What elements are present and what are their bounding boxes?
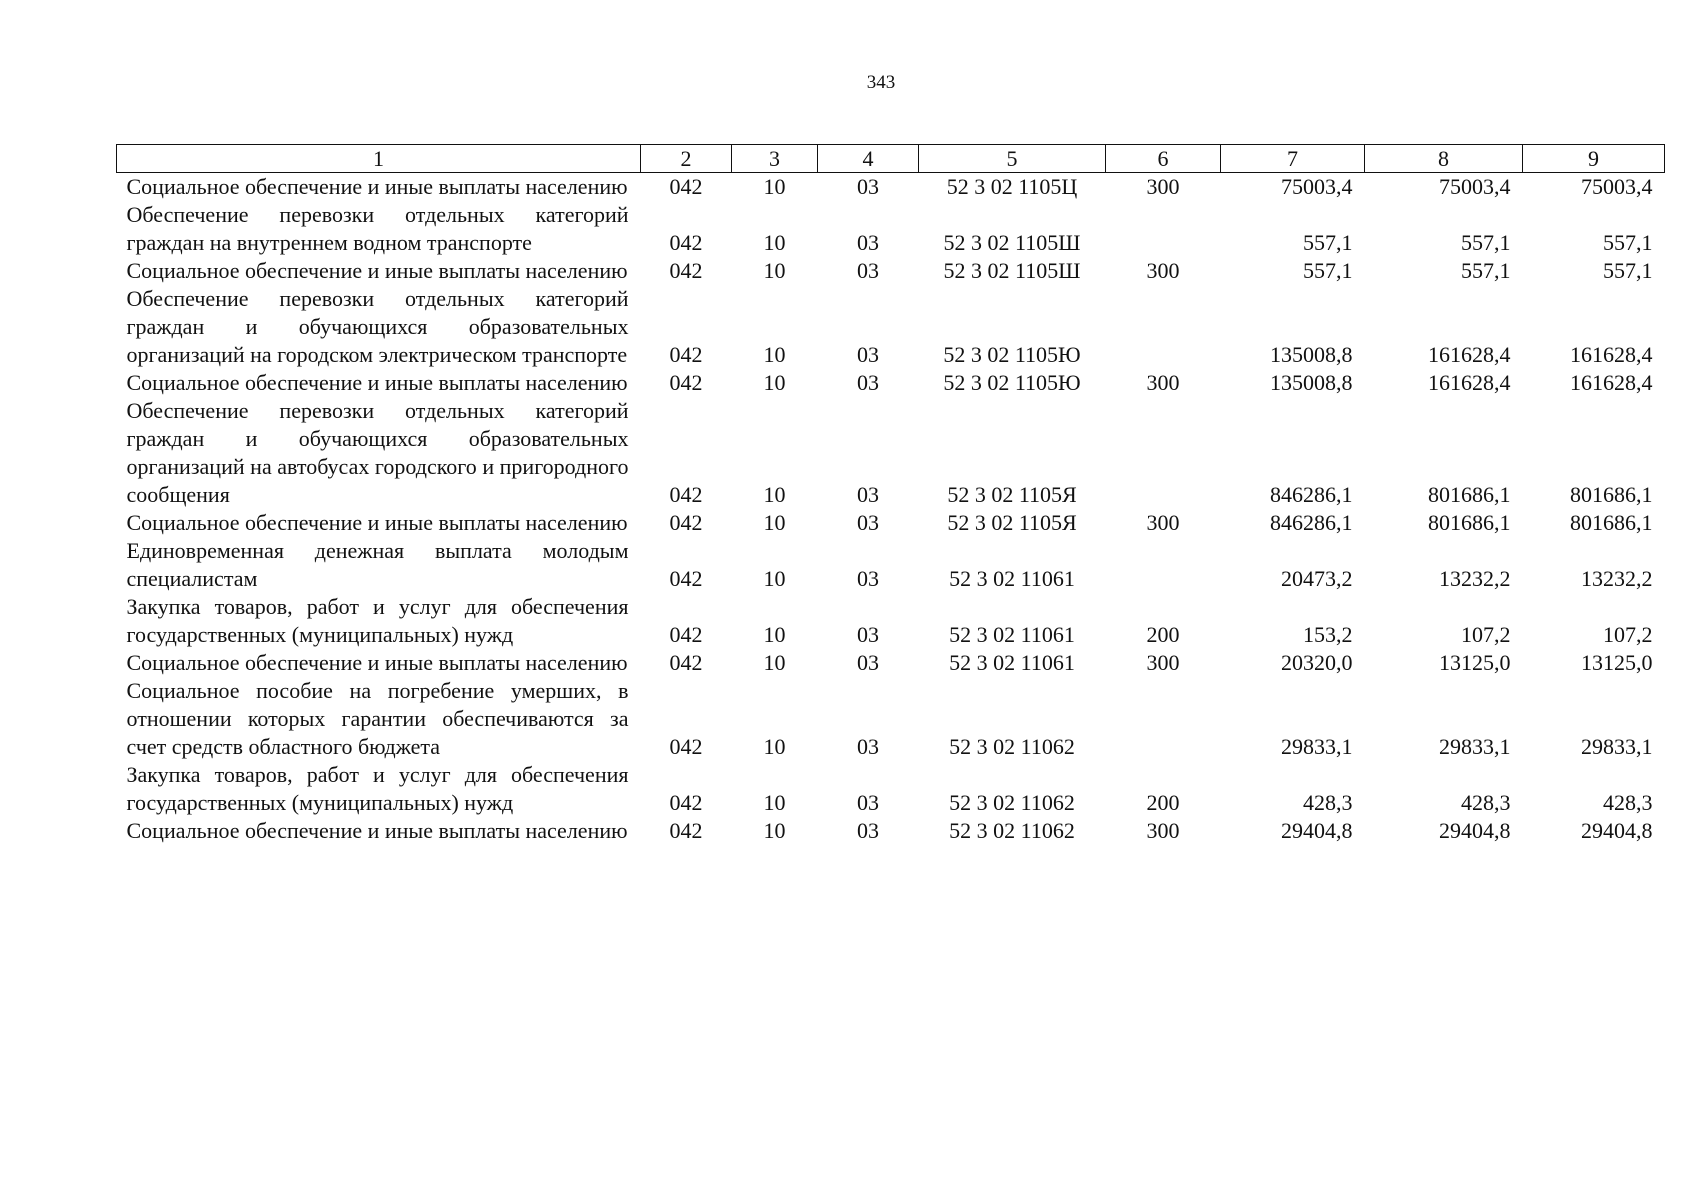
row-amount-7: 135008,8 (1270, 342, 1353, 367)
table-row (117, 677, 1665, 761)
row-code-2: 042 (669, 230, 703, 255)
row-code-4: 03 (857, 622, 879, 647)
row-code-4: 03 (857, 818, 879, 843)
row-amount-8: 801686,1 (1428, 510, 1511, 535)
header-col-7: 7 (1221, 145, 1365, 173)
row-expense-type: 300 (1146, 650, 1180, 675)
row-amount-9: 29833,1 (1581, 734, 1653, 759)
row-code-3: 10 (763, 622, 786, 647)
row-code-4: 03 (857, 510, 879, 535)
row-target-code: 52 3 02 1105Ш (943, 258, 1081, 283)
row-expense-type (1106, 677, 1221, 761)
header-col-1: 1 (117, 145, 641, 173)
row-code-3: 10 (763, 482, 786, 507)
table-row (117, 257, 1665, 285)
row-description: Закупка товаров, работ и услуг для обеспечения государственных (муниципальных) нужд (126, 594, 629, 647)
header-col-8: 8 (1365, 145, 1523, 173)
row-target-code: 52 3 02 1105Ю (943, 370, 1081, 395)
row-code-3: 10 (763, 370, 786, 395)
row-description: Социальное обеспечение и иные выплаты населению (126, 510, 628, 535)
row-expense-type: 300 (1146, 174, 1180, 199)
row-code-2: 042 (669, 650, 703, 675)
row-code-2: 042 (669, 370, 703, 395)
row-expense-type: 300 (1146, 370, 1180, 395)
table-body (117, 173, 1665, 846)
row-amount-8: 29833,1 (1439, 734, 1511, 759)
header-col-9: 9 (1523, 145, 1665, 173)
row-code-2: 042 (669, 566, 703, 591)
row-expense-type (1106, 397, 1221, 509)
row-amount-9: 75003,4 (1581, 174, 1653, 199)
row-amount-8: 75003,4 (1439, 174, 1511, 199)
row-target-code: 52 3 02 1105Ю (943, 342, 1081, 367)
row-code-3: 10 (763, 230, 786, 255)
row-amount-8: 107,2 (1461, 622, 1511, 647)
row-target-code: 52 3 02 11062 (949, 818, 1075, 843)
table-row (117, 285, 1665, 369)
row-amount-7: 29833,1 (1281, 734, 1353, 759)
row-description: Социальное пособие на погребение умерших, в отношении которых гарантии обеспечиваются за счет средств областного бюджета (126, 678, 629, 759)
table-row (117, 817, 1665, 845)
row-amount-8: 13232,2 (1439, 566, 1511, 591)
row-code-4: 03 (857, 230, 879, 255)
header-col-5: 5 (919, 145, 1106, 173)
row-amount-8: 161628,4 (1428, 342, 1511, 367)
row-code-3: 10 (763, 174, 786, 199)
row-code-4: 03 (857, 258, 879, 283)
row-expense-type: 200 (1146, 790, 1180, 815)
row-code-2: 042 (669, 818, 703, 843)
row-code-2: 042 (669, 734, 703, 759)
row-expense-type (1106, 537, 1221, 593)
header-row (117, 145, 1665, 173)
row-amount-8: 557,1 (1461, 230, 1511, 255)
row-description: Обеспечение перевозки отдельных категорий граждан и обучающихся образовательных организаций на городском электрическом транспорте (126, 286, 629, 367)
row-code-2: 042 (669, 342, 703, 367)
row-amount-7: 153,2 (1303, 622, 1353, 647)
row-amount-7: 846286,1 (1270, 510, 1353, 535)
row-expense-type: 300 (1146, 818, 1180, 843)
table-row (117, 173, 1665, 202)
row-amount-7: 29404,8 (1281, 818, 1353, 843)
header-col-3: 3 (732, 145, 818, 173)
row-code-4: 03 (857, 342, 879, 367)
row-code-4: 03 (857, 566, 879, 591)
row-amount-7: 557,1 (1303, 230, 1353, 255)
row-code-4: 03 (857, 174, 879, 199)
row-amount-9: 107,2 (1603, 622, 1653, 647)
row-code-4: 03 (857, 734, 879, 759)
row-amount-9: 161628,4 (1570, 342, 1653, 367)
row-amount-8: 13125,0 (1439, 650, 1511, 675)
row-amount-7: 75003,4 (1281, 174, 1353, 199)
table-row (117, 369, 1665, 397)
row-target-code: 52 3 02 11062 (949, 734, 1075, 759)
row-target-code: 52 3 02 1105Ц (946, 174, 1078, 199)
row-description: Социальное обеспечение и иные выплаты населению (126, 650, 628, 675)
row-expense-type (1106, 285, 1221, 369)
row-code-2: 042 (669, 790, 703, 815)
row-amount-9: 801686,1 (1570, 510, 1653, 535)
table-row (117, 649, 1665, 677)
row-code-3: 10 (763, 650, 786, 675)
row-description: Обеспечение перевозки отдельных категорий граждан на внутреннем водном транспорте (126, 202, 629, 255)
table-row (117, 201, 1665, 257)
table-header (117, 145, 1665, 173)
row-amount-9: 428,3 (1603, 790, 1653, 815)
table-row (117, 509, 1665, 537)
row-amount-9: 161628,4 (1570, 370, 1653, 395)
row-code-4: 03 (857, 650, 879, 675)
row-amount-9: 29404,8 (1581, 818, 1653, 843)
row-code-4: 03 (857, 482, 879, 507)
row-amount-7: 135008,8 (1270, 370, 1353, 395)
row-amount-9: 13125,0 (1581, 650, 1653, 675)
row-amount-9: 13232,2 (1581, 566, 1653, 591)
table-row (117, 761, 1665, 817)
row-target-code: 52 3 02 11061 (949, 566, 1075, 591)
row-target-code: 52 3 02 1105Я (947, 510, 1077, 535)
row-expense-type (1106, 201, 1221, 257)
row-amount-9: 557,1 (1603, 230, 1653, 255)
row-amount-9: 557,1 (1603, 258, 1653, 283)
row-target-code: 52 3 02 1105Я (947, 482, 1077, 507)
row-amount-7: 20473,2 (1281, 566, 1353, 591)
row-code-3: 10 (763, 734, 786, 759)
row-description: Обеспечение перевозки отдельных категорий граждан и обучающихся образовательных организаций на автобусах городского и пригородного сообщения (126, 398, 629, 507)
row-amount-7: 428,3 (1303, 790, 1353, 815)
row-code-3: 10 (763, 818, 786, 843)
row-code-3: 10 (763, 790, 786, 815)
row-code-3: 10 (763, 258, 786, 283)
row-target-code: 52 3 02 11061 (949, 622, 1075, 647)
row-amount-8: 428,3 (1461, 790, 1511, 815)
header-col-2: 2 (641, 145, 732, 173)
table-row (117, 593, 1665, 649)
row-target-code: 52 3 02 11062 (949, 790, 1075, 815)
row-description: Единовременная денежная выплата молодым специалистам (126, 538, 629, 591)
row-description: Социальное обеспечение и иные выплаты населению (126, 174, 628, 199)
row-description: Закупка товаров, работ и услуг для обеспечения государственных (муниципальных) нужд (126, 762, 629, 815)
row-code-4: 03 (857, 790, 879, 815)
row-amount-8: 557,1 (1461, 258, 1511, 283)
row-expense-type: 300 (1146, 258, 1180, 283)
row-code-2: 042 (669, 258, 703, 283)
row-description: Социальное обеспечение и иные выплаты населению (126, 370, 628, 395)
header-col-4: 4 (818, 145, 919, 173)
row-code-3: 10 (763, 342, 786, 367)
row-amount-7: 846286,1 (1270, 482, 1353, 507)
table-row (117, 537, 1665, 593)
row-amount-7: 20320,0 (1281, 650, 1353, 675)
row-code-2: 042 (669, 482, 703, 507)
row-amount-8: 29404,8 (1439, 818, 1511, 843)
row-code-2: 042 (669, 510, 703, 535)
row-code-2: 042 (669, 174, 703, 199)
row-description: Социальное обеспечение и иные выплаты населению (126, 818, 628, 843)
row-description: Социальное обеспечение и иные выплаты населению (126, 258, 628, 283)
row-amount-7: 557,1 (1303, 258, 1353, 283)
row-code-4: 03 (857, 370, 879, 395)
row-target-code: 52 3 02 1105Ш (943, 230, 1081, 255)
row-code-2: 042 (669, 622, 703, 647)
row-amount-8: 801686,1 (1428, 482, 1511, 507)
row-target-code: 52 3 02 11061 (949, 650, 1075, 675)
row-expense-type: 200 (1146, 622, 1180, 647)
table-row (117, 397, 1665, 509)
row-amount-8: 161628,4 (1428, 370, 1511, 395)
row-code-3: 10 (763, 510, 786, 535)
row-expense-type: 300 (1146, 510, 1180, 535)
budget-table (116, 144, 1665, 845)
row-amount-9: 801686,1 (1570, 482, 1653, 507)
row-code-3: 10 (763, 566, 786, 591)
page-number: 343 (866, 72, 896, 93)
header-col-6: 6 (1106, 145, 1221, 173)
